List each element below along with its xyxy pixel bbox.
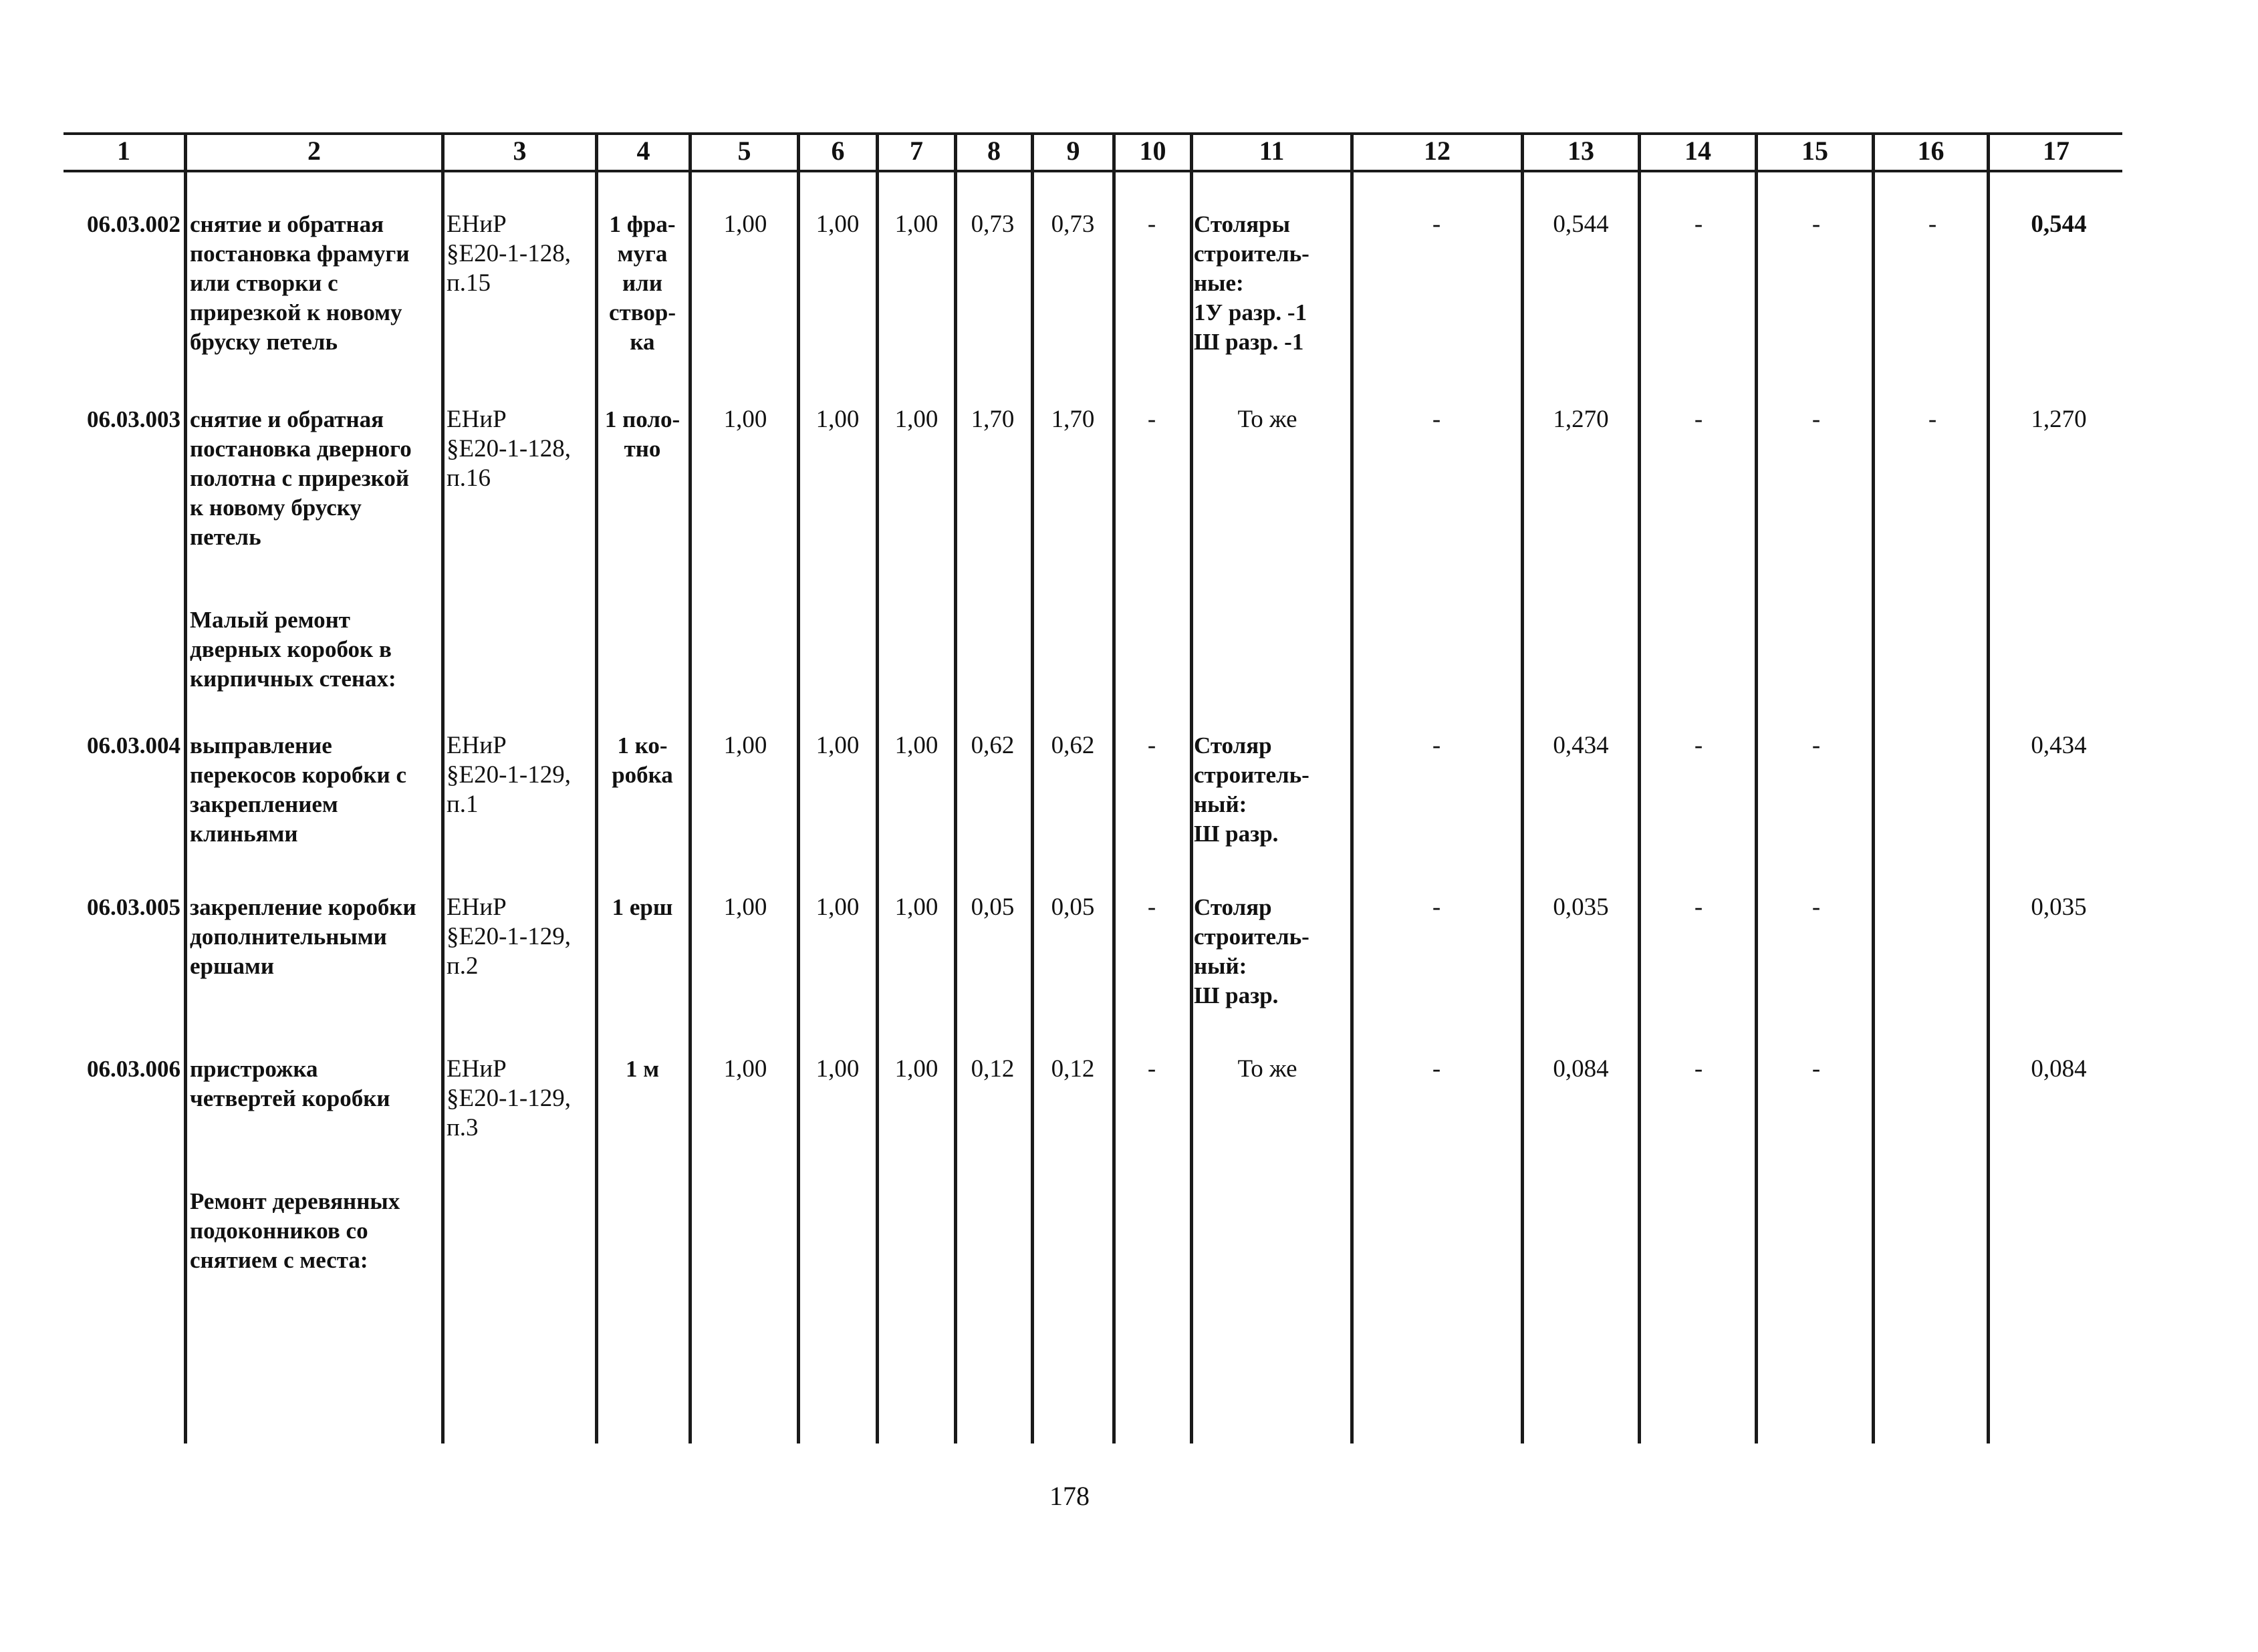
row-col13: 0,544 bbox=[1553, 211, 1609, 238]
row-col9: 0,05 bbox=[1051, 893, 1095, 921]
column-header-15: 15 bbox=[1801, 136, 1828, 166]
row-col10: - bbox=[1147, 1055, 1156, 1083]
column-header-3: 3 bbox=[513, 136, 527, 166]
row-col5: 1,00 bbox=[723, 1055, 767, 1083]
row-workers: То же bbox=[1237, 1055, 1297, 1083]
row-col8: 0,62 bbox=[971, 732, 1015, 759]
row-col6: 1,00 bbox=[816, 732, 860, 759]
row-code: 06.03.006 bbox=[87, 1056, 180, 1082]
row-col7: 1,00 bbox=[894, 732, 938, 759]
row-norm-reference: ЕНиР §Е20-1-129, п.2 bbox=[447, 893, 571, 980]
column-header-2: 2 bbox=[307, 136, 321, 166]
column-header-7: 7 bbox=[910, 136, 923, 166]
row-col13: 0,035 bbox=[1553, 893, 1609, 921]
col-sep-11 bbox=[1350, 134, 1354, 1443]
row-workers: Столяр строитель- ный: Ш разр. bbox=[1194, 732, 1309, 847]
column-header-16: 16 bbox=[1917, 136, 1945, 166]
row-unit: 1 ерш bbox=[612, 894, 673, 920]
row-norm-reference: ЕНиР §Е20-1-128, п.16 bbox=[447, 406, 571, 492]
row-col14: - bbox=[1694, 893, 1703, 921]
row-col14: - bbox=[1694, 1055, 1703, 1083]
row-col12: - bbox=[1432, 1055, 1441, 1083]
row-unit: 1 м bbox=[625, 1056, 660, 1082]
column-header-5: 5 bbox=[737, 136, 751, 166]
header-bottom-rule bbox=[64, 170, 2122, 172]
column-header-11: 11 bbox=[1259, 136, 1285, 166]
col-sep-15 bbox=[1872, 134, 1875, 1443]
column-header-9: 9 bbox=[1066, 136, 1080, 166]
col-sep-16 bbox=[1987, 134, 1990, 1443]
row-norm-reference: ЕНиР §Е20-1-129, п.1 bbox=[447, 732, 571, 818]
column-header-13: 13 bbox=[1567, 136, 1594, 166]
row-col8: 1,70 bbox=[971, 406, 1015, 433]
row-workers: Столяры строитель- ные: 1У разр. -1 Ш разр. -1 bbox=[1194, 211, 1309, 355]
row-col15: - bbox=[1811, 893, 1821, 921]
col-sep-5 bbox=[797, 134, 800, 1443]
row-col8: 0,73 bbox=[971, 211, 1015, 238]
column-header-8: 8 bbox=[987, 136, 1001, 166]
row-norm-reference: ЕНиР §Е20-1-128, п.15 bbox=[447, 211, 571, 297]
row-unit: 1 фра- муга или створ- ка bbox=[608, 211, 676, 355]
row-col9: 0,12 bbox=[1051, 1055, 1095, 1083]
row-col7: 1,00 bbox=[894, 406, 938, 433]
col-sep-14 bbox=[1755, 134, 1758, 1443]
row-col17: 0,544 bbox=[2031, 211, 2087, 238]
row-code: 06.03.005 bbox=[87, 894, 180, 920]
row-col10: - bbox=[1147, 893, 1156, 921]
row-work-description: снятие и обратная постановка фрамуги или створки с прирезкой к новому бруску петель bbox=[190, 211, 410, 355]
row-col17: 1,270 bbox=[2031, 406, 2087, 433]
row-col5: 1,00 bbox=[723, 732, 767, 759]
col-sep-7 bbox=[954, 134, 957, 1443]
col-sep-13 bbox=[1638, 134, 1641, 1443]
row-work-description: выправление перекосов коробки с закреплением клиньями bbox=[190, 732, 407, 847]
col-sep-4 bbox=[688, 134, 692, 1443]
col-sep-6 bbox=[876, 134, 879, 1443]
row-col5: 1,00 bbox=[723, 406, 767, 433]
row-col15: - bbox=[1811, 732, 1821, 759]
row-col16: - bbox=[1928, 211, 1937, 238]
section-heading: Малый ремонт дверных коробок в кирпичных стенах: bbox=[190, 607, 396, 692]
row-col7: 1,00 bbox=[894, 1055, 938, 1083]
row-code: 06.03.002 bbox=[87, 211, 180, 237]
row-col10: - bbox=[1147, 732, 1156, 759]
col-sep-12 bbox=[1521, 134, 1524, 1443]
section-heading: Ремонт деревянных подоконников со снятием с места: bbox=[190, 1188, 400, 1273]
row-col7: 1,00 bbox=[894, 893, 938, 921]
row-col5: 1,00 bbox=[723, 211, 767, 238]
row-norm-reference: ЕНиР §Е20-1-129, п.3 bbox=[447, 1055, 571, 1141]
row-col13: 0,434 bbox=[1553, 732, 1609, 759]
row-col16: - bbox=[1928, 406, 1937, 433]
col-sep-1 bbox=[184, 134, 187, 1443]
row-code: 06.03.003 bbox=[87, 406, 180, 432]
row-unit: 1 ко- робка bbox=[612, 732, 673, 788]
row-col7: 1,00 bbox=[894, 211, 938, 238]
row-col12: - bbox=[1432, 893, 1441, 921]
row-col9: 1,70 bbox=[1051, 406, 1095, 433]
row-col15: - bbox=[1811, 406, 1821, 433]
row-work-description: закрепление коробки дополнительными ершами bbox=[190, 894, 416, 979]
row-col17: 0,084 bbox=[2031, 1055, 2087, 1083]
row-col14: - bbox=[1694, 211, 1703, 238]
row-col12: - bbox=[1432, 732, 1441, 759]
row-col15: - bbox=[1811, 1055, 1821, 1083]
row-col5: 1,00 bbox=[723, 893, 767, 921]
row-workers: То же bbox=[1237, 406, 1297, 433]
column-header-1: 1 bbox=[117, 136, 130, 166]
col-sep-8 bbox=[1031, 134, 1034, 1443]
row-unit: 1 поло- тно bbox=[604, 406, 680, 462]
column-header-14: 14 bbox=[1684, 136, 1711, 166]
col-sep-10 bbox=[1190, 134, 1193, 1443]
row-col6: 1,00 bbox=[816, 893, 860, 921]
row-work-description: снятие и обратная постановка дверного полотна с прирезкой к новому бруску петель bbox=[190, 406, 412, 550]
row-col10: - bbox=[1147, 211, 1156, 238]
row-col10: - bbox=[1147, 406, 1156, 433]
column-header-12: 12 bbox=[1424, 136, 1451, 166]
row-col6: 1,00 bbox=[816, 406, 860, 433]
page-number: 178 bbox=[1049, 1481, 1090, 1511]
column-header-4: 4 bbox=[636, 136, 650, 166]
row-col9: 0,73 bbox=[1051, 211, 1095, 238]
column-header-17: 17 bbox=[2043, 136, 2069, 166]
row-col15: - bbox=[1811, 211, 1821, 238]
column-header-10: 10 bbox=[1139, 136, 1166, 166]
col-sep-9 bbox=[1112, 134, 1116, 1443]
row-col13: 0,084 bbox=[1553, 1055, 1609, 1083]
row-col9: 0,62 bbox=[1051, 732, 1095, 759]
row-col12: - bbox=[1432, 211, 1441, 238]
row-col14: - bbox=[1694, 406, 1703, 433]
row-col17: 0,434 bbox=[2031, 732, 2087, 759]
row-work-description: пристрожка четвертей коробки bbox=[190, 1056, 390, 1111]
row-col6: 1,00 bbox=[816, 211, 860, 238]
column-header-6: 6 bbox=[831, 136, 845, 166]
col-sep-3 bbox=[595, 134, 598, 1443]
row-col6: 1,00 bbox=[816, 1055, 860, 1083]
row-col8: 0,05 bbox=[971, 893, 1015, 921]
row-col13: 1,270 bbox=[1553, 406, 1609, 433]
row-workers: Столяр строитель- ный: Ш разр. bbox=[1194, 894, 1309, 1008]
row-code: 06.03.004 bbox=[87, 732, 180, 759]
row-col17: 0,035 bbox=[2031, 893, 2087, 921]
row-col14: - bbox=[1694, 732, 1703, 759]
row-col12: - bbox=[1432, 406, 1441, 433]
row-col8: 0,12 bbox=[971, 1055, 1015, 1083]
